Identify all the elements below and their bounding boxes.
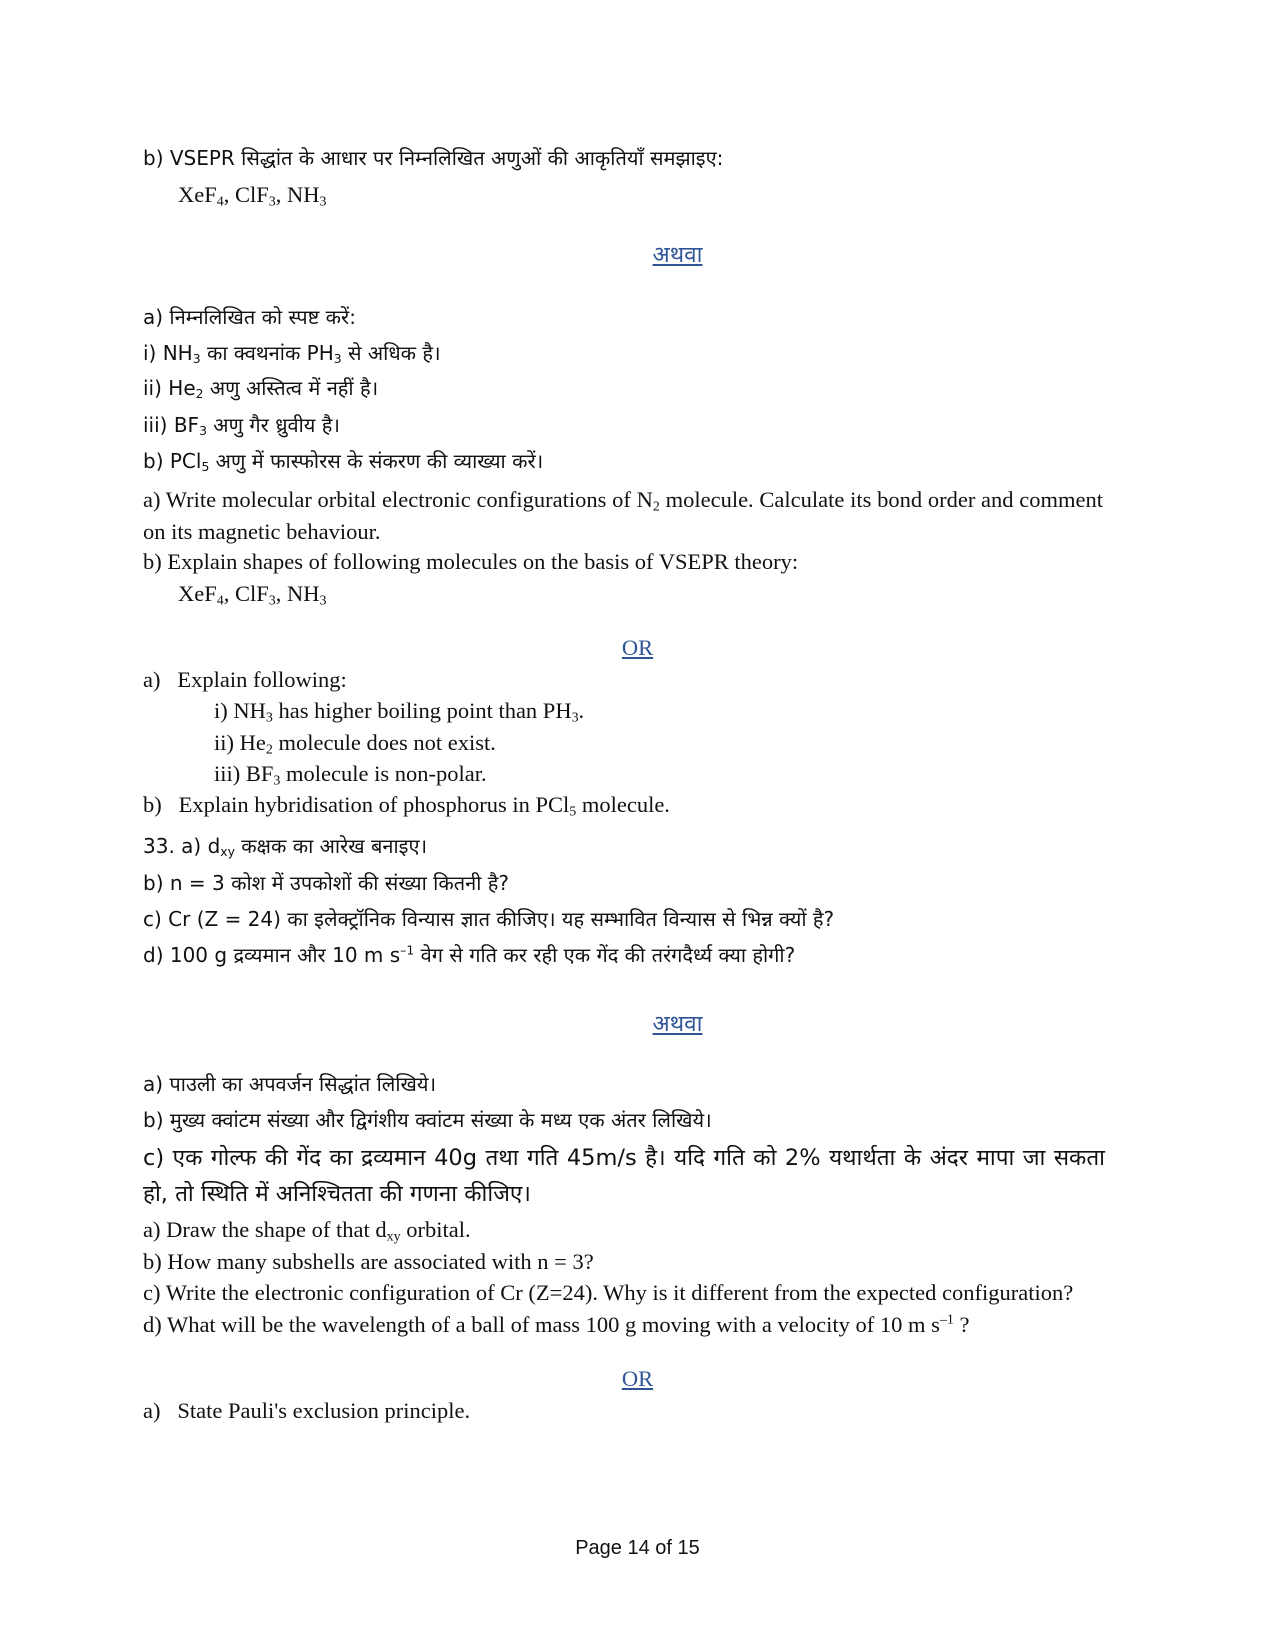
hi-q-a-iii: iii) $BF_3$ अणु गैर ध्रुवीय है।: [143, 413, 340, 439]
en-q33-b: b) How many subshells are associated with n = 3?: [143, 1249, 594, 1274]
hi-q33-or-divider: अथवा: [652, 1011, 703, 1037]
en-q-a-mo-config: a) Write molecular orbital electronic configurations of $N_2$ molecule. Calculate its bond order and comment on its magnetic behaviour.: [143, 487, 1103, 544]
en-q-a-iii: iii) $BF_3$ molecule is non-polar.: [214, 761, 487, 789]
hi-q-b-vsepr: b) VSEPR सिद्धांत के आधार पर निम्नलिखित अणुओं की आकृतियाँ समझाइए:: [143, 146, 724, 170]
en-q33-or-divider: OR: [621, 1366, 654, 1391]
en-q-a-explain: a) Explain following:: [143, 667, 347, 692]
hi-q33-alt-b: b) मुख्य क्वांटम संख्या और द्विगंशीय क्वांटम संख्या के मध्य एक अंतर लिखिये।: [143, 1108, 712, 1132]
hi-q-b-pcl5: b) PCl$_5$ अणु में फास्फोरस के संकरण की व्याख्या करें।: [143, 449, 544, 475]
hi-q33-c: c) Cr (Z = 24) का इलेक्ट्रॉनिक विन्यास ज्ञात कीजिए। यह सम्भावित विन्यास से भिन्न क्यों है?: [143, 907, 835, 931]
en-q-b-pcl5: b) Explain hybridisation of phosphorus in PCl$_5$ molecule.: [143, 792, 670, 820]
en-q33-a: a) Draw the shape of that $d_{xy}$ orbital.: [143, 1217, 471, 1245]
en-q33-c: c) Write the electronic configuration of Cr (Z=24). Why is it different from the expected configuration?: [143, 1280, 1074, 1305]
en-q-b-vsepr: b) Explain shapes of following molecules on the basis of VSEPR theory:: [143, 549, 799, 574]
en-q33-alt-a: a) State Pauli's exclusion principle.: [143, 1398, 471, 1423]
en-q33-d: d) What will be the wavelength of a ball of mass 100 g moving with a velocity of 10 m $s^{-1}$ ?: [143, 1312, 970, 1337]
en-q-a-ii: ii) $He_2$ molecule does not exist.: [214, 730, 496, 758]
hi-q-a-i: i) $NH_3$ का क्वथनांक $PH_3$ से अधिक है।: [143, 341, 441, 367]
hi-molecules-list: XeF$_4$, ClF$_3$, $NH_3$: [178, 182, 327, 210]
hi-q33-b: b) n = 3 कोश में उपकोशों की संख्या कितनी है?: [143, 871, 509, 895]
en-molecules-list: XeF$_4$, ClF$_3$, $NH_3$: [178, 581, 327, 609]
hi-q33-a: 33. a) $d_{xy}$ कक्षक का आरेख बनाइए।: [143, 834, 428, 860]
hi-q33-alt-a: a) पाउली का अपवर्जन सिद्धांत लिखिये।: [143, 1072, 437, 1096]
page-number-footer: Page 14 of 15: [575, 1537, 700, 1559]
hi-q33-alt-c: c) एक गोल्फ की गेंद का द्रव्यमान 40g तथा गति 45m/s है। यदि गति को 2% यथार्थता के अंदर मापा जा सकता हो, तो स्थिति में अनिश्चितता की गणना कीजिए।: [143, 1145, 1105, 1207]
hi-q33-d: d) 100 g द्रव्यमान और 10 m $s^{-1}$ वेग से गति कर रही एक गेंद की तरंगदैर्ध्य क्या होगी?: [143, 942, 796, 967]
hi-q-a-ii: ii) $He_2$ अणु अस्तित्व में नहीं है।: [143, 376, 379, 402]
en-q-a-i: i) $NH_3$ has higher boiling point than $PH_3$.: [214, 698, 585, 726]
hi-or-divider: अथवा: [652, 242, 703, 268]
en-or-divider: OR: [621, 635, 654, 660]
hi-q-a-explain: a) निम्नलिखित को स्पष्ट करें:: [143, 305, 356, 329]
